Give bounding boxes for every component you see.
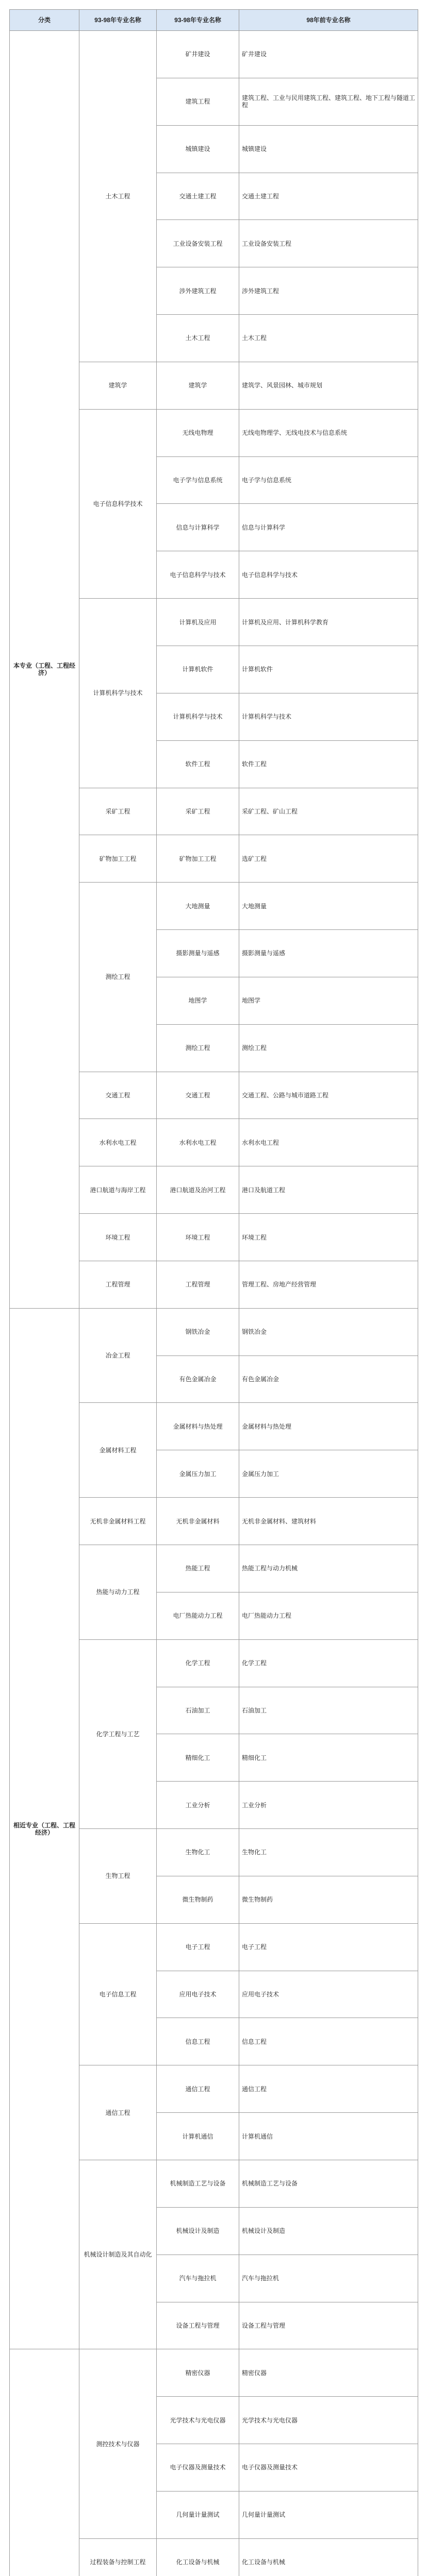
major-mid-cell: 无线电物理 xyxy=(157,409,239,456)
major-mid-cell: 电子工程 xyxy=(157,1923,239,1971)
major-mid-cell: 计算机通信 xyxy=(157,2113,239,2160)
major-old-cell: 钢铁冶金 xyxy=(239,1308,418,1355)
major-old-cell: 交通土建工程 xyxy=(239,173,418,220)
major-mid-cell: 电子仪器及测量技术 xyxy=(157,2444,239,2492)
header-row xyxy=(10,10,418,31)
major-new-cell: 无机非金属材料工程 xyxy=(79,1498,157,1545)
table-row xyxy=(10,31,418,78)
major-old-cell: 电厂热能动力工程 xyxy=(239,1592,418,1639)
major-old-cell: 水利水电工程 xyxy=(239,1119,418,1166)
major-old-cell: 涉外建筑工程 xyxy=(239,267,418,315)
major-mid-cell: 生物化工 xyxy=(157,1829,239,1876)
major-old-cell: 有色金属冶金 xyxy=(239,1355,418,1403)
major-mid-cell: 电子信息科学与技术 xyxy=(157,551,239,599)
major-old-cell: 计算机通信 xyxy=(239,2113,418,2160)
major-mid-cell: 涉外建筑工程 xyxy=(157,267,239,315)
major-old-cell: 大地测量 xyxy=(239,883,418,930)
major-mid-cell: 光学技术与光电仪器 xyxy=(157,2397,239,2444)
major-old-cell: 摄影测量与遥感 xyxy=(239,930,418,977)
major-mid-cell: 大地测量 xyxy=(157,883,239,930)
category-cell: 相近专业（工程、工程经济） xyxy=(10,1308,79,2349)
major-old-cell: 无机非金属材料、建筑材料 xyxy=(239,1498,418,1545)
header-major-old: 98年前专业名称 xyxy=(239,10,418,31)
major-old-cell: 石油加工 xyxy=(239,1687,418,1734)
major-new-cell: 工程管理 xyxy=(79,1261,157,1308)
major-mid-cell: 矿井建设 xyxy=(157,31,239,78)
major-mid-cell: 工程管理 xyxy=(157,1261,239,1308)
major-mid-cell: 港口航道及治河工程 xyxy=(157,1166,239,1214)
major-old-cell: 信息工程 xyxy=(239,2018,418,2065)
major-mid-cell: 计算机科学与技术 xyxy=(157,693,239,740)
major-mid-cell: 采矿工程 xyxy=(157,788,239,835)
major-new-cell: 电子信息科学技术 xyxy=(79,409,157,598)
major-old-cell: 信息与计算科学 xyxy=(239,504,418,551)
major-new-cell: 过程装备与控制工程 xyxy=(79,2538,157,2576)
table-wrapper xyxy=(9,9,418,2576)
major-old-cell: 微生物制药 xyxy=(239,1876,418,1923)
major-mid-cell: 无机非金属材料 xyxy=(157,1498,239,1545)
major-old-cell: 通信工程 xyxy=(239,2065,418,2113)
major-mid-cell: 精细化工 xyxy=(157,1734,239,1782)
major-mid-cell: 精密仪器 xyxy=(157,2349,239,2397)
major-new-cell: 电子信息工程 xyxy=(79,1923,157,2065)
major-mid-cell: 石油加工 xyxy=(157,1687,239,1734)
major-mid-cell: 热能工程 xyxy=(157,1545,239,1592)
major-old-cell: 电子仪器及测量技术 xyxy=(239,2444,418,2492)
major-mid-cell: 信息与计算科学 xyxy=(157,504,239,551)
header-category: 分类 xyxy=(10,10,79,31)
major-mid-cell: 设备工程与管理 xyxy=(157,2302,239,2349)
major-new-cell: 环境工程 xyxy=(79,1214,157,1261)
major-mid-cell: 有色金属冶金 xyxy=(157,1355,239,1403)
major-new-cell: 采矿工程 xyxy=(79,788,157,835)
major-mid-cell: 工业分析 xyxy=(157,1782,239,1829)
major-mid-cell: 土木工程 xyxy=(157,315,239,362)
major-old-cell: 无线电物理学、无线电技术与信息系统 xyxy=(239,409,418,456)
major-mid-cell: 机械制造工艺与设备 xyxy=(157,2160,239,2207)
major-mid-cell: 电厂热能动力工程 xyxy=(157,1592,239,1639)
major-mid-cell: 机械设计及制造 xyxy=(157,2207,239,2255)
major-mid-cell: 电子学与信息系统 xyxy=(157,456,239,504)
major-mid-cell: 地图学 xyxy=(157,977,239,1024)
major-mid-cell: 信息工程 xyxy=(157,2018,239,2065)
major-mid-cell: 建筑学 xyxy=(157,362,239,409)
major-old-cell: 机械制造工艺与设备 xyxy=(239,2160,418,2207)
major-old-cell: 港口及航道工程 xyxy=(239,1166,418,1214)
major-old-cell: 电子工程 xyxy=(239,1923,418,1971)
major-old-cell: 建筑学、风景园林、城市规划 xyxy=(239,362,418,409)
major-old-cell: 热能工程与动力机械 xyxy=(239,1545,418,1592)
major-old-cell: 精密仪器 xyxy=(239,2349,418,2397)
major-old-cell: 几何量计量测试 xyxy=(239,2491,418,2538)
major-mid-cell: 金属压力加工 xyxy=(157,1450,239,1498)
table-row xyxy=(10,1308,418,1355)
major-new-cell: 计算机科学与技术 xyxy=(79,599,157,788)
major-mid-cell: 城镇建设 xyxy=(157,125,239,173)
major-mid-cell: 计算机软件 xyxy=(157,646,239,693)
major-new-cell: 测绘工程 xyxy=(79,883,157,1072)
category-cell: 本专业（工程、工程经济） xyxy=(10,31,79,1309)
major-new-cell: 通信工程 xyxy=(79,2065,157,2160)
major-old-cell: 计算机及应用、计算机科学教育 xyxy=(239,599,418,646)
major-new-cell: 交通工程 xyxy=(79,1072,157,1119)
major-mid-cell: 环境工程 xyxy=(157,1214,239,1261)
major-old-cell: 环境工程 xyxy=(239,1214,418,1261)
category-cell xyxy=(10,2349,79,2576)
major-old-cell: 地图学 xyxy=(239,977,418,1024)
major-new-cell: 热能与动力工程 xyxy=(79,1545,157,1640)
major-new-cell: 生物工程 xyxy=(79,1829,157,1924)
major-new-cell: 机械设计制造及其自动化 xyxy=(79,2160,157,2349)
major-new-cell: 化学工程与工艺 xyxy=(79,1639,157,1828)
major-mid-cell: 几何量计量测试 xyxy=(157,2491,239,2538)
major-mid-cell: 金属材料与热处理 xyxy=(157,1403,239,1450)
major-mid-cell: 交通工程 xyxy=(157,1072,239,1119)
major-old-cell: 采矿工程、矿山工程 xyxy=(239,788,418,835)
major-old-cell: 交通工程、公路与城市道路工程 xyxy=(239,1072,418,1119)
major-old-cell: 生物化工 xyxy=(239,1829,418,1876)
major-mid-cell: 计算机及应用 xyxy=(157,599,239,646)
major-new-cell: 土木工程 xyxy=(79,31,157,362)
major-mid-cell: 通信工程 xyxy=(157,2065,239,2113)
major-mid-cell: 矿物加工工程 xyxy=(157,835,239,883)
major-table xyxy=(9,9,418,2576)
major-old-cell: 化学工程 xyxy=(239,1639,418,1687)
major-old-cell: 应用电子技术 xyxy=(239,1971,418,2018)
major-old-cell: 设备工程与管理 xyxy=(239,2302,418,2349)
major-old-cell: 精细化工 xyxy=(239,1734,418,1782)
major-mid-cell: 化工设备与机械 xyxy=(157,2538,239,2576)
major-new-cell: 矿物加工工程 xyxy=(79,835,157,883)
major-mid-cell: 工业设备安装工程 xyxy=(157,220,239,267)
major-new-cell: 水利水电工程 xyxy=(79,1119,157,1166)
major-mid-cell: 软件工程 xyxy=(157,740,239,788)
table-body xyxy=(10,31,418,2576)
major-old-cell: 管理工程、房地产经营管理 xyxy=(239,1261,418,1308)
major-new-cell: 冶金工程 xyxy=(79,1308,157,1403)
major-mid-cell: 钢铁冶金 xyxy=(157,1308,239,1355)
major-old-cell: 计算机软件 xyxy=(239,646,418,693)
table-row xyxy=(10,2349,418,2397)
major-mid-cell: 建筑工程 xyxy=(157,78,239,125)
major-new-cell: 港口航道与海岸工程 xyxy=(79,1166,157,1214)
major-old-cell: 测绘工程 xyxy=(239,1024,418,1072)
major-mid-cell: 摄影测量与遥感 xyxy=(157,930,239,977)
major-old-cell: 金属材料与热处理 xyxy=(239,1403,418,1450)
major-new-cell: 建筑学 xyxy=(79,362,157,409)
major-mid-cell: 水利水电工程 xyxy=(157,1119,239,1166)
major-new-cell: 金属材料工程 xyxy=(79,1403,157,1498)
major-old-cell: 金属压力加工 xyxy=(239,1450,418,1498)
major-old-cell: 建筑工程、工业与民用建筑工程、建筑工程、地下工程与隧道工程 xyxy=(239,78,418,125)
header-major-new: 93-98年专业名称 xyxy=(79,10,157,31)
major-old-cell: 机械设计及制造 xyxy=(239,2207,418,2255)
major-old-cell: 选矿工程 xyxy=(239,835,418,883)
major-old-cell: 汽车与拖拉机 xyxy=(239,2255,418,2302)
major-old-cell: 工业分析 xyxy=(239,1782,418,1829)
major-old-cell: 电子学与信息系统 xyxy=(239,456,418,504)
major-mid-cell: 测绘工程 xyxy=(157,1024,239,1072)
major-old-cell: 电子信息科学与技术 xyxy=(239,551,418,599)
major-old-cell: 化工设备与机械 xyxy=(239,2538,418,2576)
major-old-cell: 矿井建设 xyxy=(239,31,418,78)
major-old-cell: 计算机科学与技术 xyxy=(239,693,418,740)
major-old-cell: 城镇建设 xyxy=(239,125,418,173)
major-mid-cell: 微生物制药 xyxy=(157,1876,239,1923)
header-major-mid: 93-98年专业名称 xyxy=(157,10,239,31)
major-mid-cell: 应用电子技术 xyxy=(157,1971,239,2018)
major-old-cell: 土木工程 xyxy=(239,315,418,362)
major-mid-cell: 交通土建工程 xyxy=(157,173,239,220)
major-mid-cell: 汽车与拖拉机 xyxy=(157,2255,239,2302)
major-mid-cell: 化学工程 xyxy=(157,1639,239,1687)
major-old-cell: 工业设备安装工程 xyxy=(239,220,418,267)
major-old-cell: 软件工程 xyxy=(239,740,418,788)
major-old-cell: 光学技术与光电仪器 xyxy=(239,2397,418,2444)
major-new-cell: 测控技术与仪器 xyxy=(79,2349,157,2538)
